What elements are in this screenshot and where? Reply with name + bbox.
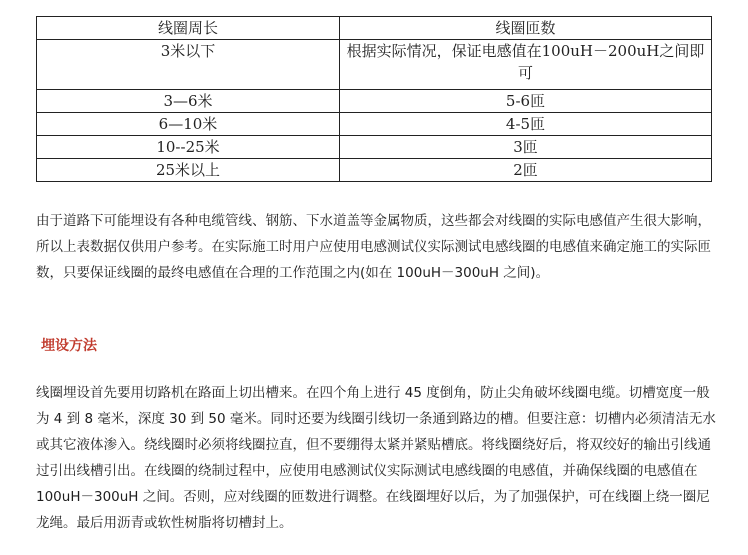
table-row [37, 113, 712, 136]
table-cell-turns: 根据实际情况，保证电感值在100uH－200uH之间即可 [340, 40, 712, 90]
table-row [37, 90, 712, 113]
table-cell-turns: 3匝 [340, 136, 712, 159]
section-title: 埋设方法 [41, 338, 97, 354]
table-cell-turns: 5-6匝 [340, 90, 712, 113]
table-header-row [37, 17, 712, 40]
table-cell-perimeter: 3—6米 [37, 90, 340, 113]
table-row [37, 40, 712, 90]
header-coil-perimeter: 线圈周长 [37, 17, 340, 40]
installation-instructions-paragraph: 线圈埋设首先要用切路机在路面上切出槽来。在四个角上进行 45 度倒角，防止尖角破坏线圈电缆。切槽宽度一般为 4 到 8 毫米，深度 30 到 50 毫米。同时还要为线圈引线切一条通到路边的槽。但要注意：切槽内必须清洁无水或其它液体渗入。绕线圈时必须将线圈拉直，但不要绷得太紧并紧贴槽底。将线圈绕好后，将双绞好的输出引线通过引出线槽引出。在线圈的绕制过程中，应使用电感测试仪实际测试电感线圈的电感值，并确保线圈的电感值在 100uH－300uH 之间。否则，应对线圈的匝数进行调整。在线圈埋好以后，为了加强保护，可在线圈上绕一圈尼龙绳。最后用沥青或软性树脂将切槽封上。 [36, 385, 716, 531]
table-cell-perimeter: 25米以上 [37, 159, 340, 182]
header-coil-turns: 线圈匝数 [340, 17, 712, 40]
table-cell-turns: 2匝 [340, 159, 712, 182]
table-cell-turns: 4-5匝 [340, 113, 712, 136]
table-cell-perimeter: 3米以下 [37, 40, 340, 90]
table-row [37, 159, 712, 182]
table-cell-perimeter: 6—10米 [37, 113, 340, 136]
coil-spec-table [36, 16, 712, 182]
table-row [37, 136, 712, 159]
table-cell-perimeter: 10--25米 [37, 136, 340, 159]
reference-note-paragraph: 由于道路下可能埋设有各种电缆管线、钢筋、下水道盖等金属物质，这些都会对线圈的实际电感值产生很大影响，所以上表数据仅供用户参考。在实际施工时用户应使用电感测试仪实际测试电感线圈的电感值来确定施工的实际匝数，只要保证线圈的最终电感值在合理的工作范围之内(如在 100uH－300uH 之间)。 [36, 213, 711, 281]
